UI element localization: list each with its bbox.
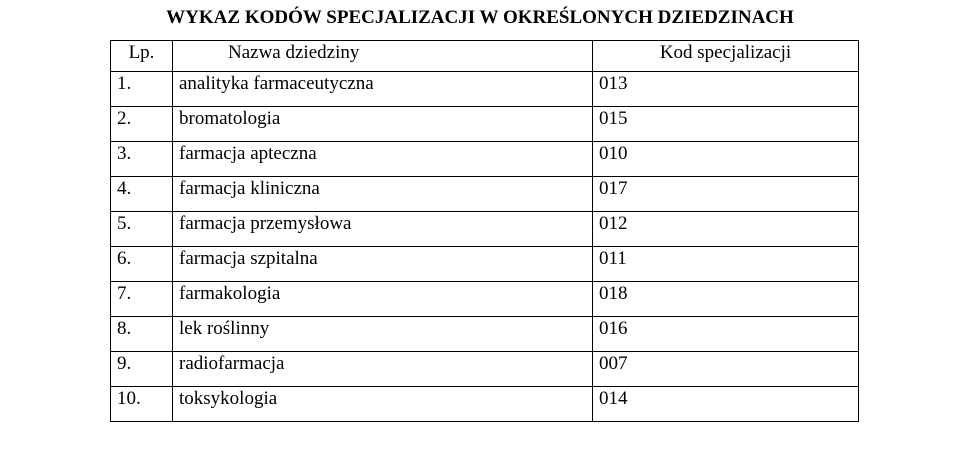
table-row [111, 177, 859, 212]
row-number: 10. [111, 387, 173, 422]
specialization-code: 010 [593, 142, 859, 177]
table-row [111, 107, 859, 142]
domain-name: farmakologia [173, 282, 593, 317]
table-row [111, 72, 859, 107]
document-title: WYKAZ KODÓW SPECJALIZACJI W OKREŚLONYCH DZIEDZINACH [166, 7, 794, 28]
table-row [111, 317, 859, 352]
table-header-row [111, 41, 859, 72]
domain-name: analityka farmaceutyczna [173, 72, 593, 107]
table-row [111, 247, 859, 282]
specialization-code: 018 [593, 282, 859, 317]
row-number: 7. [111, 282, 173, 317]
row-number: 2. [111, 107, 173, 142]
domain-name: radiofarmacja [173, 352, 593, 387]
specialization-code: 015 [593, 107, 859, 142]
specialization-code: 017 [593, 177, 859, 212]
row-number: 4. [111, 177, 173, 212]
header-lp: Lp. [111, 41, 173, 72]
row-number: 3. [111, 142, 173, 177]
row-number: 9. [111, 352, 173, 387]
specialization-codes-table [110, 40, 859, 422]
specialization-code: 013 [593, 72, 859, 107]
specialization-code: 012 [593, 212, 859, 247]
row-number: 8. [111, 317, 173, 352]
domain-name: farmacja apteczna [173, 142, 593, 177]
row-number: 5. [111, 212, 173, 247]
domain-name: lek roślinny [173, 317, 593, 352]
header-specialization-code: Kod specjalizacji [593, 41, 859, 72]
specialization-code: 007 [593, 352, 859, 387]
specialization-code: 014 [593, 387, 859, 422]
table-row [111, 387, 859, 422]
specialization-code: 011 [593, 247, 859, 282]
domain-name: bromatologia [173, 107, 593, 142]
table-row [111, 282, 859, 317]
domain-name: toksykologia [173, 387, 593, 422]
table-row [111, 212, 859, 247]
table-row [111, 352, 859, 387]
row-number: 1. [111, 72, 173, 107]
domain-name: farmacja przemysłowa [173, 212, 593, 247]
domain-name: farmacja szpitalna [173, 247, 593, 282]
header-domain-name: Nazwa dziedziny [173, 41, 593, 72]
specialization-code: 016 [593, 317, 859, 352]
domain-name: farmacja kliniczna [173, 177, 593, 212]
row-number: 6. [111, 247, 173, 282]
table-row [111, 142, 859, 177]
